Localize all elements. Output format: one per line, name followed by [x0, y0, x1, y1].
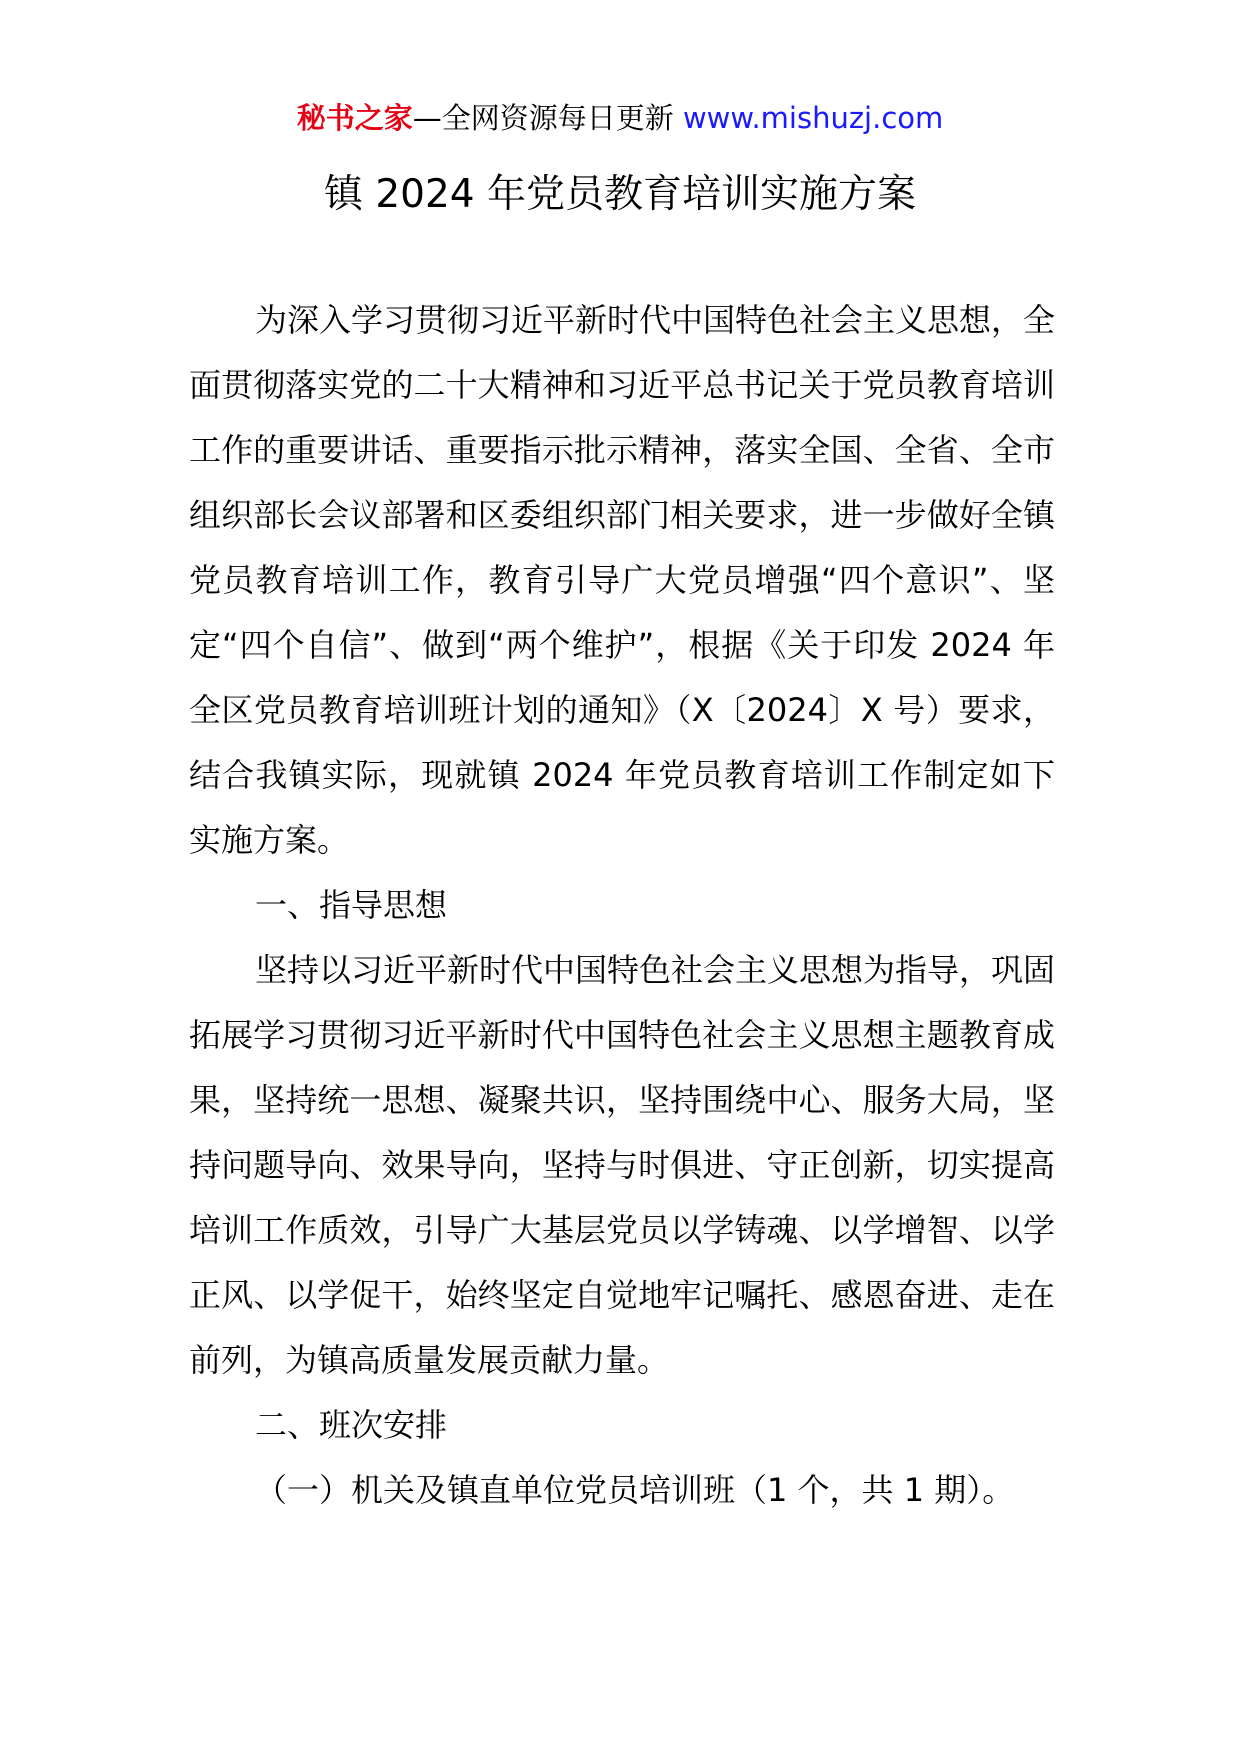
brand-name: 秘书之家 [296, 101, 413, 135]
document-body [189, 288, 1055, 1523]
section-heading-guiding-ideology: 一、指导思想 [255, 886, 448, 924]
watermark-header [0, 98, 1240, 138]
website-url[interactable]: www.mishuzj.com [682, 101, 944, 135]
intro-paragraph: 为深入学习贯彻习近平新时代中国特色社会主义思想，全面贯彻落实党的二十大精神和习近平总书记关于党员教育培训工作的重要讲话、重要指示批示精神，落实全国、全省、全市组织部长会议部署和区委组织部门相关要求，进一步做好全镇党员教育培训工作，教育引导广大党员增强“四个意识”、坚定“四个自信”、做到“两个维护”，根据《关于印发 2024 年全区党员教育培训班计划的通知》（X〔2024〕X 号）要求，结合我镇实际，现就镇 2024 年党员教育培训工作制定如下实施方案。 [189, 301, 1056, 859]
document-title: 镇 2024 年党员教育培训实施方案 [323, 172, 917, 217]
subsection-heading-class-1: （一）机关及镇直单位党员培训班（1 个，共 1 期）。 [255, 1471, 1015, 1509]
guiding-ideology-paragraph: 坚持以习近平新时代中国特色社会主义思想为指导，巩固拓展学习贯彻习近平新时代中国特色社会主义思想主题教育成果，坚持统一思想、凝聚共识，坚持围绕中心、服务大局，坚持问题导向、效果导向，坚持与时俱进、守正创新，切实提高培训工作质效，引导广大基层党员以学铸魂、以学增智、以学正风、以学促干，始终坚定自觉地牢记嘱托、感恩奋进、走在前列，为镇高质量发展贡献力量。 [189, 951, 1056, 1379]
header-tagline: —全网资源每日更新 [412, 101, 683, 135]
section-heading-class-arrangement: 二、班次安排 [255, 1406, 448, 1444]
